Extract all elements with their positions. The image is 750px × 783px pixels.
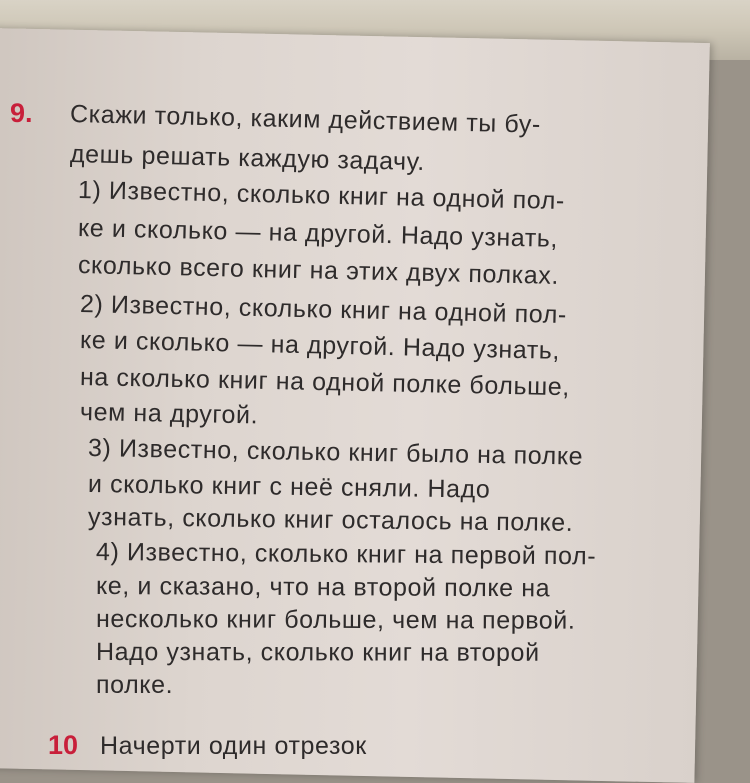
task-9-item-4-line-3: несколько книг больше, чем на первой. bbox=[95, 605, 576, 635]
task-9-item-4-line-4: Надо узнать, сколько книг на второй bbox=[95, 638, 540, 667]
task-9-item-3-line-3: узнать, сколько книг осталось на полке. bbox=[87, 503, 574, 537]
task-9-item-1-line-2: ке и сколько — на другой. Надо узнать, bbox=[77, 214, 559, 253]
task-9-item-1-line-3: сколько всего книг на этих двух полках. bbox=[77, 251, 560, 290]
task-9-item-3-line-2: и сколько книг с неё сняли. Надо bbox=[87, 470, 491, 504]
task-9-item-1-line-1: 1) Известно, сколько книг на одной пол- bbox=[77, 176, 566, 216]
task-9-item-2-line-1: 2) Известно, сколько книг на одной пол- bbox=[79, 290, 568, 330]
task-number-9: 9. bbox=[10, 98, 33, 128]
task-9-line-1: Скажи только, каким действием ты бу- bbox=[69, 100, 542, 139]
task-10-partial-text: Начерти один отрезок bbox=[100, 732, 367, 760]
task-9-item-4-line-5: полке. bbox=[96, 671, 174, 699]
task-9-line-2: дешь решать каждую задачу. bbox=[69, 140, 426, 177]
task-9-item-4-line-2: ке, и сказано, что на второй полке на bbox=[95, 572, 551, 603]
task-9-item-3-line-1: 3) Известно, сколько книг было на полке bbox=[87, 434, 584, 471]
task-number-10: 10 bbox=[48, 730, 79, 760]
task-9-item-2-line-2: ке и сколько — на другой. Надо узнать, bbox=[79, 326, 561, 365]
task-9-item-2-line-4: чем на другой. bbox=[79, 398, 259, 430]
task-9-item-2-line-3: на сколько книг на одной полке больше, bbox=[79, 363, 571, 402]
task-9-item-4-line-1: 4) Известно, сколько книг на первой пол- bbox=[95, 538, 597, 571]
